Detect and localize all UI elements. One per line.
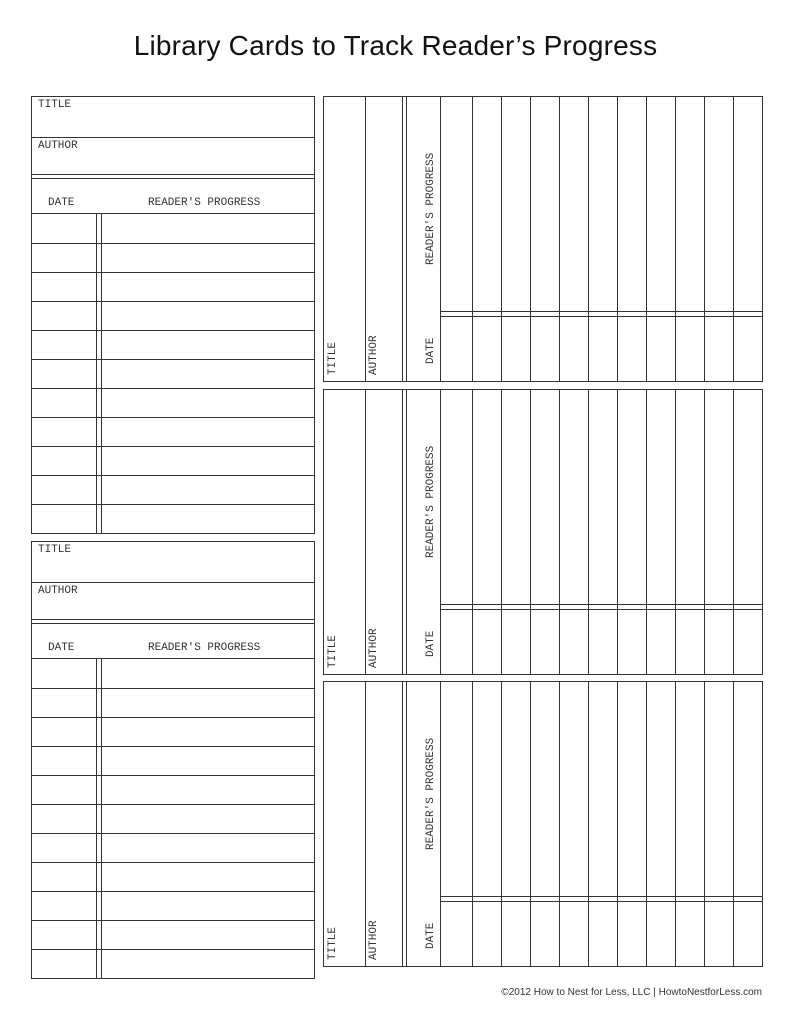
column-line — [501, 390, 502, 674]
column-line — [406, 390, 407, 674]
column-line — [646, 97, 647, 381]
ruling-line — [440, 896, 762, 897]
card-author-label: AUTHOR — [368, 920, 380, 960]
ruling-line — [32, 388, 314, 389]
column-line — [365, 97, 366, 381]
page-title: Library Cards to Track Reader’s Progress — [133, 30, 658, 61]
column-line — [588, 97, 589, 381]
column-line — [440, 97, 441, 381]
divider — [32, 137, 314, 138]
column-line — [501, 682, 502, 966]
column-line — [733, 682, 734, 966]
ruling-line — [32, 417, 314, 418]
column-line — [675, 97, 676, 381]
column-line — [472, 97, 473, 381]
column-line — [733, 97, 734, 381]
column-line — [402, 97, 403, 381]
card-date-header: DATE — [48, 642, 75, 654]
ruling-line — [32, 833, 314, 834]
card-date-header: DATE — [425, 630, 437, 657]
ruling-line — [440, 604, 762, 605]
card-author-label: AUTHOR — [368, 335, 380, 375]
column-line — [704, 682, 705, 966]
ruling-line — [32, 272, 314, 273]
column-line — [402, 390, 403, 674]
card-progress-header: READER'S PROGRESS — [148, 197, 261, 209]
column-line — [704, 390, 705, 674]
column-line — [406, 682, 407, 966]
column-line — [472, 682, 473, 966]
card-title-label: TITLE — [38, 99, 72, 111]
card-progress-header: READER'S PROGRESS — [425, 737, 437, 850]
column-line — [406, 97, 407, 381]
column-line — [440, 682, 441, 966]
card-author-label: AUTHOR — [368, 628, 380, 668]
card-title-label: TITLE — [38, 544, 72, 556]
column-line — [617, 97, 618, 381]
column-line — [501, 97, 502, 381]
column-line — [704, 97, 705, 381]
card-title-label: TITLE — [327, 634, 339, 668]
right-library-card-3 — [323, 681, 763, 967]
ruling-line — [440, 609, 762, 610]
ruling-line — [32, 862, 314, 863]
ruling-line — [32, 359, 314, 360]
divider — [32, 619, 314, 620]
ruling-line — [32, 891, 314, 892]
divider — [32, 178, 314, 179]
ruling-line — [32, 949, 314, 950]
column-line — [675, 390, 676, 674]
column-line — [559, 390, 560, 674]
card-author-label: AUTHOR — [38, 585, 78, 597]
ruling-line — [32, 688, 314, 689]
ruling-line — [32, 920, 314, 921]
column-line — [559, 682, 560, 966]
divider — [32, 623, 314, 624]
column-divider — [96, 658, 97, 978]
ruling-line — [440, 901, 762, 902]
ruling-line — [440, 311, 762, 312]
column-line — [530, 682, 531, 966]
column-line — [675, 682, 676, 966]
ruling-line — [32, 475, 314, 476]
card-date-header: DATE — [48, 197, 75, 209]
card-progress-header: READER'S PROGRESS — [425, 152, 437, 265]
column-line — [365, 390, 366, 674]
ruling-line — [32, 243, 314, 244]
column-line — [559, 97, 560, 381]
column-divider — [101, 658, 102, 978]
column-line — [530, 390, 531, 674]
column-line — [646, 682, 647, 966]
column-divider — [96, 213, 97, 533]
card-title-label: TITLE — [327, 341, 339, 375]
divider — [32, 174, 314, 175]
column-line — [530, 97, 531, 381]
ruling-line — [32, 746, 314, 747]
card-progress-header: READER'S PROGRESS — [148, 642, 261, 654]
card-date-header: DATE — [425, 337, 437, 364]
column-line — [472, 390, 473, 674]
column-line — [365, 682, 366, 966]
ruling-line — [32, 301, 314, 302]
ruling-line — [32, 717, 314, 718]
ruling-line — [32, 446, 314, 447]
card-date-header: DATE — [425, 922, 437, 949]
ruling-line — [440, 316, 762, 317]
column-line — [733, 390, 734, 674]
column-line — [617, 682, 618, 966]
ruling-line — [32, 775, 314, 776]
column-line — [617, 390, 618, 674]
divider — [32, 582, 314, 583]
card-title-label: TITLE — [327, 926, 339, 960]
right-library-card-2 — [323, 389, 763, 675]
column-line — [440, 390, 441, 674]
column-divider — [101, 213, 102, 533]
column-line — [646, 390, 647, 674]
card-progress-header: READER'S PROGRESS — [425, 445, 437, 558]
ruling-line — [32, 804, 314, 805]
column-line — [402, 682, 403, 966]
ruling-line — [32, 330, 314, 331]
column-line — [588, 390, 589, 674]
right-library-card-1 — [323, 96, 763, 382]
card-author-label: AUTHOR — [38, 140, 78, 152]
column-line — [588, 682, 589, 966]
ruling-line — [32, 658, 314, 659]
footer-copyright: ©2012 How to Nest for Less, LLC | HowtoNestforLess.com — [501, 987, 762, 998]
left-library-card-1 — [31, 96, 315, 534]
ruling-line — [32, 213, 314, 214]
left-library-card-2 — [31, 541, 315, 979]
ruling-line — [32, 504, 314, 505]
